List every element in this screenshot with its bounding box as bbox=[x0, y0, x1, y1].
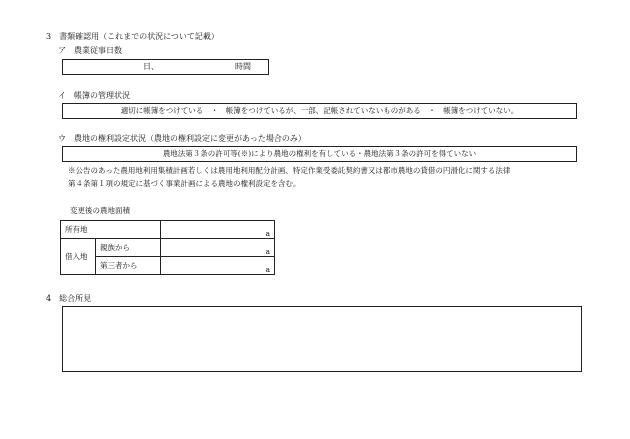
farming-days-box bbox=[62, 59, 269, 75]
land-rights-note-line2: 第４条第１項の規定に基づく事業計画による農地の権利設定を含む。 bbox=[68, 179, 301, 188]
ledger-status-box bbox=[62, 103, 577, 119]
owned-land-area[interactable] bbox=[161, 221, 275, 239]
ledger-status-options[interactable]: 適切に帳簿をつけている ・ 帳簿をつけているが、一部、記帳されていないものがある ・ 帳簿をつけていない。 bbox=[120, 106, 519, 115]
land-rights-label: ウ 農地の権利設定状況（農地の権利設定に変更があった場合のみ） bbox=[58, 134, 306, 143]
section-3-title: 3 書類確認用（これまでの状況について記載） bbox=[46, 32, 219, 41]
section-4-title: 4 総合所見 bbox=[46, 294, 92, 303]
land-rights-options[interactable]: 農地法第３条の許可等(※)により農地の権利を有している・農地法第３条の許可を得ていない bbox=[162, 149, 477, 158]
table-row bbox=[61, 221, 275, 239]
hours-unit: 時間 bbox=[235, 62, 251, 71]
leased-land-label: 借入地 bbox=[61, 239, 96, 275]
general-remarks-box[interactable] bbox=[62, 306, 582, 372]
from-third-party-label: 第三者から bbox=[96, 257, 161, 275]
unit-label: a bbox=[265, 264, 270, 274]
days-unit: 日、 bbox=[143, 62, 159, 71]
from-family-area[interactable] bbox=[161, 239, 275, 257]
land-rights-note-line1: ※公告のあった農用地利用集積計画若しくは農用地利用配分計画、特定作業受委託契約書又は都市農地の貸借の円滑化に関する法律 bbox=[68, 166, 511, 175]
farming-days-label: ア 農業従事日数 bbox=[58, 46, 122, 55]
unit-label: a bbox=[265, 246, 270, 256]
land-rights-box bbox=[62, 146, 577, 162]
from-family-label: 親族から bbox=[96, 239, 161, 257]
farmland-area-table bbox=[60, 220, 275, 275]
area-table-caption: 変更後の農地面積 bbox=[70, 206, 130, 215]
owned-land-label: 所有地 bbox=[61, 221, 161, 239]
table-row bbox=[61, 239, 275, 257]
from-third-party-area[interactable] bbox=[161, 257, 275, 275]
ledger-status-label: イ 帳簿の管理状況 bbox=[58, 91, 130, 100]
unit-label: a bbox=[265, 228, 270, 238]
